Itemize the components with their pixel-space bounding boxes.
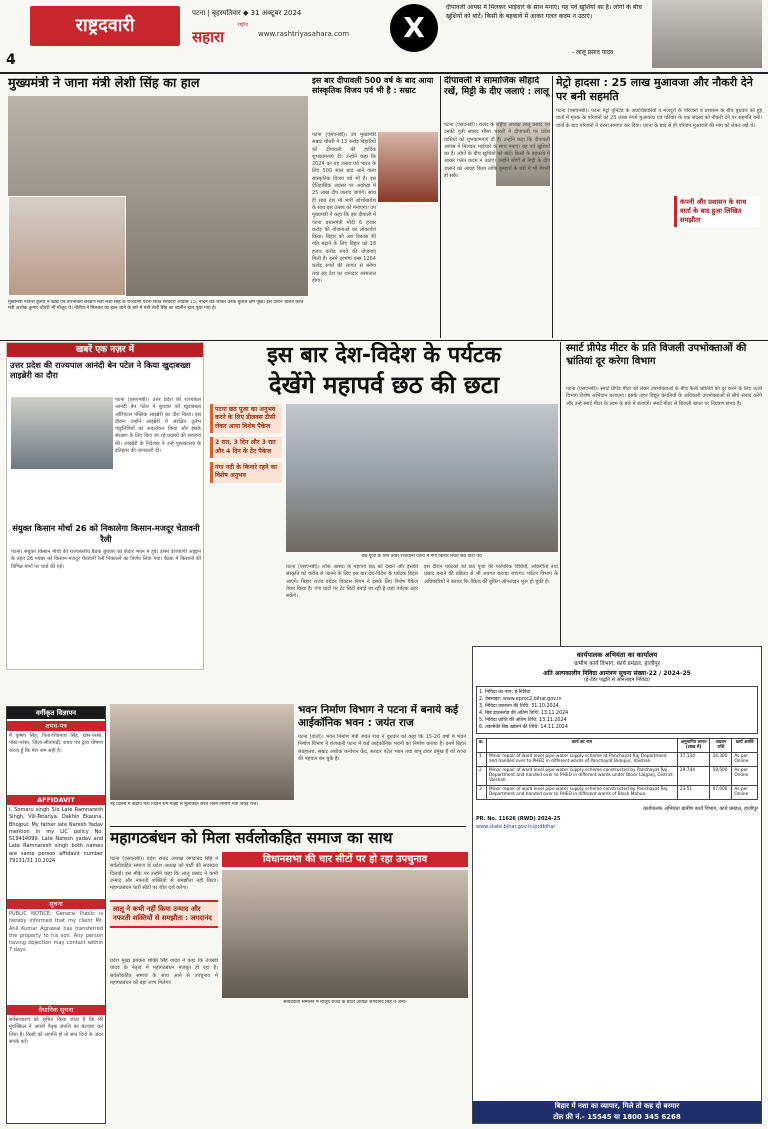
news-box-body2: पटना। संयुक्त किसान मोर्चा की राज्यस्तरीय बैठक बुधवार को केदार भवन में हुई। इसमें देशव्यापी आह्वान के तहत 26 नवंबर को किसान-मजदूर चेतावनी रैली निकालने का निर्णय लिया गया। बैठक में किसानों की विभिन्न मांगों पर चर्चा की गई। [11, 549, 201, 570]
tender-header-cell: अनुमानित लागत (लाख में) [677, 739, 710, 753]
lead-bullet-1: पटना छठ पूजा का अनुभव करने के लिए डीलक्स टीसी लेकर आया विशेष पैकेज [210, 404, 282, 433]
classifieds-section4: वैधानिक सूचना [7, 1005, 105, 1015]
tender-intro-item: 6. तकनीकी बिड खोलने की तिथि: 14.11.2024 [479, 725, 568, 730]
masthead [0, 0, 768, 72]
story1-headline: मुख्यमंत्री ने जाना मंत्री लेशी सिंह का हाल [8, 76, 200, 91]
mgb-photo-caption: संवाददाता सम्मेलन में मौजूद राजद के प्रदेश अध्यक्ष जगदानंद सिंह व अन्य। [283, 1000, 407, 1005]
tender-notice [472, 646, 762, 1124]
story-metro [556, 76, 762, 338]
date: 31 अक्टूबर [250, 9, 282, 17]
classifieds-section1: शपथ-पत्र [7, 721, 105, 731]
news-box-body1: पटना (एसएनबी)। उत्तर प्रदेश की राज्यपाल आनंदी बेन पटेल ने बुधवार को खुदाबख्श ओरिएंटल पब्लिक लाइब्रेरी का दौरा किया। इस दौरान उन्होंने लाइब्रेरी में संरक्षित दुर्लभ पांडुलिपियों का अवलोकन किया और इसके संरक्षण के लिए किए जा रहे प्रयासों की सराहना की। लाइब्रेरी के निदेशक ने उन्हें पुस्तकालय के इतिहास की जानकारी दी। [115, 397, 201, 455]
lead-headline-line2: देखेंगे महापर्व छठ की छटा [268, 371, 500, 399]
mgb-body: पटना (एसएनबी)। प्रदेश राजद अध्यक्ष जगदानंद सिंह ने सर्वलोकहित समाज के प्रदेश अध्यक्ष को पार्टी की सदस्यता दिलाई। इस मौके पर उन्होंने कहा कि लालू प्रसाद ने कभी उन्माद और नफरती शक्तियों से समझौता नहीं किया। महागठबंधन चारों सीटों पर जीत दर्ज करेगा। [110, 856, 218, 892]
tender-cell-cost: 23.51 [677, 785, 710, 799]
lead-bullet-2: 2 रात, 3 दिन और 3 रात और 4 दिन के टेंट पैकेज [210, 437, 282, 458]
story-samrat [312, 76, 438, 338]
tender-pr-no: PR. No. 11626 (RWD) 2024-25 [476, 815, 561, 822]
tender-table [476, 738, 758, 800]
story2-body: पटना (एसएनबी)। उप मुख्यमंत्री सम्राट चौधरी ने 13 करोड़ बिहारियों को दीपावली की हार्दिक शुभकामनाएं दी। उन्होंने कहा कि 2024 का यह उत्सव पर्व भारत के लिए 500 साल बाद आने वाला सांस्कृतिक विजय पर्व भी है। इस ऐतिहासिक अवसर पर अयोध्या में 25 लाख दीप जलाए जाएंगे। साथ ही सारा देश भी भारी जोशोखरोश के साथ इस उत्सव को मनाएगा। उप मुख्यमंत्री ने कहा कि इस दीवाली में पटना प्रधानमंत्री मोदी 6 हजार करोड़ की योजनाओं का लोकार्पण किया। बिहार को अब विकास की गति बढ़ाने के लिए बिहार को 18 हजार करोड़ रुपये की योजनाएं मिली हैं। इनमें दरभंगा एम्स 1264 करोड़ रुपये की लागत से बनेगा तथा यह देश का शानदार अस्पताल होगा। [312, 132, 376, 284]
tender-cell-cost: 29.744 [677, 766, 710, 785]
x-logo-icon: X [390, 4, 438, 52]
tender-slogan: बिहार में नशा का व्यापार, मिले तो कह दो बरमार [473, 1101, 761, 1111]
paper-logo [192, 22, 252, 48]
lead-photo [286, 404, 558, 552]
paper-logo-main: सहारा [192, 28, 225, 46]
lead-bullets [210, 404, 282, 483]
tender-cell-emd: 34,300 [710, 752, 732, 766]
tender-cell-emd: 59,500 [710, 766, 732, 785]
classifieds-section2: AFFIDAVIT [7, 795, 105, 805]
classifieds-text4: सर्वसाधारण को सूचित किया जाता है कि मेरे मुवक्किल ने अपनी पैतृक संपत्ति का बंटवारा कर लिया है। किसी को आपत्ति हो तो सात दिनों के अंदर संपर्क करें। [9, 1017, 103, 1045]
tender-header-cell: कार्य का नाम [486, 739, 677, 753]
tender-header-cell: कार्य अवधि [732, 739, 758, 753]
bhawan-body: पटना (वार्ता)। भवन निर्माण मंत्री जयंत राज ने बुधवार को कहा कि 15-20 वर्षों में भवन निर्माण विभाग ने राजधानी पटना में कई आईकॉनिक भवनों का निर्माण कराया है। इनमें बिहार संग्रहालय, सम्राट अशोक कन्वेंशन केंद्र, सरदार पटेल भवन तथा बापू टावर प्रमुख हैं जो राज्य की पहचान बन चुके हैं। [298, 734, 466, 762]
tender-cell-emd: 47,000 [710, 785, 732, 799]
tender-intro-item: 4. बिड डाउनलोड की अंतिम तिथि: 13.11.2024 [479, 711, 569, 716]
tender-intro-item: 3. निविदा प्रकाशन की तिथि: 31.10.2024 [479, 704, 559, 709]
lead-body: पटना (एसएनबी)। लोक आस्था के महापर्व छठ को देखने और इसकी संस्कृति को करीब से जानने के लिए इस बार देश-विदेश के पर्यटक बिहार आएंगे। बिहार राज्य पर्यटन विकास निगम ने इसके लिए विशेष पैकेज तैयार किया है। गंगा घाटों पर टेंट सिटी बनाई जा रही है जहां पर्यटक ठहर सकेंगे। [286, 564, 418, 600]
story-lalu [444, 76, 550, 338]
tender-cell-period: As per Online [732, 766, 758, 785]
tender-intro-item: 1. निविदा का नाम: ई-निविदा [479, 690, 531, 695]
tender-header-cell: क्र. [477, 739, 487, 753]
tender-row [477, 752, 758, 766]
lalu-portrait [652, 0, 762, 68]
governor-photo [11, 397, 113, 469]
story3-headline: दीपावली में सामाजिक सौहार्द रखें, मिट्टी के दीए जलाएं : लालू [444, 76, 549, 97]
edition-line: पटना | बृहस्पतिवार ◆ 31 अक्टूबर 2024 [192, 9, 302, 17]
tender-intro-item: 2. वेबसाइट: www.eproc2.bihar.gov.in [479, 697, 562, 702]
story4-headline: मेट्रो हादसा : 25 लाख मुआवजा और नौकरी देने पर बनी सहमति [556, 76, 753, 103]
tender-website[interactable]: www.state.bihar.gov.in/prdbihar [476, 823, 556, 830]
tender-office: कार्यपालक अभियंता का कार्यालय [576, 651, 658, 659]
tender-footer-sig: कार्यपालक अभियंता ग्रामीण कार्य विभाग, कार्य प्रमंडल, हाजीपुर [643, 805, 758, 812]
news-box-header: खबरें एक नज़र में [7, 343, 203, 357]
lead-bullet-3: गंगा नदी के किनारे रहने का विशेष अनुभव [210, 462, 282, 483]
tender-cell-period: As per Online [732, 752, 758, 766]
year: 2024 [283, 9, 302, 17]
tender-cell-period: As per Online [732, 785, 758, 799]
tender-cell-sl: 1 [477, 752, 487, 766]
tender-cell-sl: 2 [477, 766, 487, 785]
tender-subtitle: (ई-टेंडर पद्धति से ऑनलाइन निविदा) [583, 677, 651, 683]
mgb-sub-headline: विधानसभा की चार सीटों पर हो रहा उपचुनाव [222, 852, 468, 867]
page-number: 4 [6, 52, 16, 68]
news-box [6, 342, 204, 670]
samrat-portrait [378, 132, 438, 202]
tender-row [477, 785, 758, 799]
brand-logo: राष्ट्रदवारी [30, 6, 180, 46]
story1-photo-inset [8, 196, 126, 296]
edition: पटना | बृहस्पतिवार [192, 9, 241, 17]
story4-highlight: कंपनी और प्रशासन के साथ वार्ता के बाद हुआ लिखित समझौता [674, 196, 760, 227]
story-cm-visit [8, 76, 308, 322]
tender-header-cell: अग्रधन राशि [710, 739, 732, 753]
tender-cell-cost: 17.134 [677, 752, 710, 766]
quote-author: - लालू प्रसाद यादव [572, 49, 614, 56]
bhawan-caption: नई दिल्ली में केंद्रीय मंत्री जितन राम मांझी से मुलाकात करते भवन निर्माण मंत्री जयंत राज। [110, 802, 259, 807]
lead-photo-caption: छठ पूजा के लिए तैयार राजधानी पटना में गंगा किनारे स्थित छठ घाटों पर। [361, 554, 483, 559]
quote-text: दीपावली आपस में मिलकर भाईचारे के साथ मनाएं। यह पर्व खुशियों का है। लोगों के बीच खुशियों को बांटें। किसी के बहकावे में आकर गलत कदम न उठाएं। [446, 4, 642, 20]
mgb-headline: महागठबंधन को मिला सर्वलोकहित समाज का साथ [110, 829, 393, 847]
mgb-body-2: प्रदेश मुख्य प्रवक्ता शक्ति सिंह यादव ने कहा कि तेजस्वी यादव के नेतृत्व में महागठबंधन मजबूत हो रहा है। सर्वलोकहित समाज के साथ आने से उपचुनाव में महागठबंधन को बड़ा लाभ मिलेगा। [110, 958, 218, 986]
tender-intro-item: 5. निविदा प्राप्ति की अंतिम तिथि: 13.11.2024 [479, 718, 567, 723]
tender-office2: ग्रामीण कार्य विभाग, कार्य प्रमंडल, हाजीपुर [574, 661, 660, 667]
tender-intro-list [476, 686, 758, 734]
smart-meter-body: पटना (एसएनबी)। स्मार्ट प्रीपेड मीटर को लेकर उपभोक्ताओं के बीच फैली भ्रांतियों को दूर करने के लिए ऊर्जा विभाग विशेष अभियान चलाएगा। इसके तहत विद्युत कंपनियों के अधिकारी उपभोक्ताओं से सीधे संवाद करेंगे और उन्हें स्मार्ट मीटर के लाभ के बारे में बताएंगे। स्मार्ट मीटर से बिजली खपत पर नियंत्रण संभव है। [566, 386, 762, 407]
tender-cell-sl: 3 [477, 785, 487, 799]
classifieds-section3: सूचना [7, 899, 105, 909]
classifieds-text3: PUBLIC NOTICE: General Public is hereby informed that my client Mr. Anil Kumar Agrawal has transferred the property to his son. Any person having objection may contact within 7 days. [9, 911, 103, 954]
tender-cell-work: Minor repair of ward level pipe water supply scheme constructed by Panchayat Raj Department and handed over to PHED in different wards under Block Lalganj, District Vaishali. [486, 766, 677, 785]
paper-logo-top: राष्ट्रीय [237, 22, 248, 28]
smart-meter-story [566, 342, 762, 642]
mahagathbandhan-story [110, 828, 468, 1124]
classifieds-header: वर्गीकृत विज्ञापन [7, 707, 105, 719]
tender-cell-work: Minor repair of ward level pipe water supply scheme at Panchayat Raj Department and handed over to PHED in different wards of Panchayat Bidupur, Vaishali. [486, 752, 677, 766]
tender-helpline: टोल फ्री नं.- 15545 या 1800 345 6268 [473, 1111, 761, 1123]
bhawan-headline: भवन निर्माण विभाग ने पटना में बनाये कई आईकॉनिक भवन : जयंत राज [298, 704, 459, 729]
mgb-highlight: लालू ने कभी नहीं किया उन्माद और नफरती शक्तियों से समझौता : जगदानंद [110, 900, 218, 928]
story2-headline: इस बार दीपावली 500 वर्ष के बाद आया सांस्कृतिक विजय पर्व भी है : सम्राट [312, 76, 434, 96]
classifieds [6, 706, 106, 1124]
lead-body-2: इस दौरान पर्यटकों को छठ पूजा की पारंपरिक विधियों, लोकगीतों तथा प्रसाद बनाने की प्रक्रिया से भी अवगत कराया जाएगा। पर्यटन विभाग के अधिकारियों ने बताया कि पैकेज की बुकिंग ऑनलाइन शुरू हो चुकी है। [424, 564, 558, 585]
story1-caption: मुख्यमंत्री नीतीश कुमार ने खाद्य एवं उपभोक्ता संरक्षण मंत्री लेशी सिंह के राजधानी पटना स्थित सरकारी आवास 15, नार्दर्न रोड जाकर उनके कुशल क्षेम पूछा। इस दौरान चलित करते मंत्री अशोक कुमार चौधरी भी मौजूद थे। नीतीश ने मिलकर का हाल जाने के बारे में मंत्री लेशी सिंह का शालीन हाल पूछा गया है। [8, 300, 304, 311]
story3-body: पटना (एसएनबी)। राजद के राष्ट्रीय अध्यक्ष लालू प्रसाद एवं उनकी पुत्री सांसद मीसा भारती ने दीपावली पर प्रदेश वासियों को शुभकामनाएं दी हैं। उन्होंने कहा कि दीपावली आपस में मिलकर भाईचारे के साथ मनाएं। यह पर्व खुशियों का है। लोगों के बीच खुशियों को बांटें। किसी के बहकावे में आकर गलत कदम न उठाएं। उन्होंने लोगों से मिट्टी के दीए जलाने का आग्रह किया ताकि कुम्हारों के घरों में भी रोशनी हो सके। [444, 122, 550, 180]
tender-title: अति अल्पकालीन निविदा आमंत्रण सूचना संख्या-22 / 2024-25 [543, 670, 691, 677]
news-box-headline1: उत्तर प्रदेश की राज्यपाल आनंदी बेन पटेल ने किया खुदाबख्श लाइब्रेरी का दौरा [10, 360, 191, 380]
mgb-photo [222, 870, 468, 998]
bhawan-photo [110, 704, 294, 800]
smart-meter-headline: स्मार्ट प्रीपेड मीटर के प्रति विजली उपभोक्ताओं की भ्रांतियां दूर करेगा विभाग [566, 343, 747, 367]
classifieds-text1: मैं कृष्णा सिंह, पिता-शिवनाथ सिंह, ग्राम-परसा, पोस्ट-परसा, जिला-सीतामढ़ी, शपथ पत्र द्वारा घोषणा करता हूँ कि मेरा नाम सही है। [9, 733, 103, 754]
story4-body: पटना (एसएनबी)। पटना मेट्रो यूनिटेड के अप्राधिकारियों व मजदूरों के परिजनों व प्रशासन के बीच बुधवार को हुई वार्ता में मृतक के परिजनों को 25 लाख रुपये मुआवजा एवं परिवार के एक सदस्य को नौकरी देने पर सहमति बनी। वार्ता के बाद परिजनों ने धरना समाप्त कर दिया। घटना के बाद से ही परिजन मुआवजे की मांग को लेकर अड़े थे। [556, 108, 762, 129]
lead-headline-line1: इस बार देश-विदेश के पर्यटक [266, 343, 502, 368]
website[interactable]: www.rashtriyasahara.com [258, 30, 350, 38]
tender-row [477, 766, 758, 785]
classifieds-text2: I, Somaru singh S/o Late Ramnaresh Singh, Vill-Tetariya, Dakhin Ekauna, Bhojpur. My father late Naresh Yadav mention in my LIC policy No. 519414099. Late Naresh yadav and Late Ramnaresh singh both names are same person affidavit number 79131/31.10.2024 [9, 807, 103, 865]
news-box-headline2: संयुक्त किसान मोर्चा 26 को निकालेगा किसान-मजदूर चेतावनी रैली [12, 523, 200, 544]
bhawan-story [110, 704, 466, 824]
tender-cell-work: Minor repair of ward level pipe water supply scheme constructed by Panchayat Raj Department and handed over to PHED in different wards of Block Mahua. [486, 785, 677, 799]
